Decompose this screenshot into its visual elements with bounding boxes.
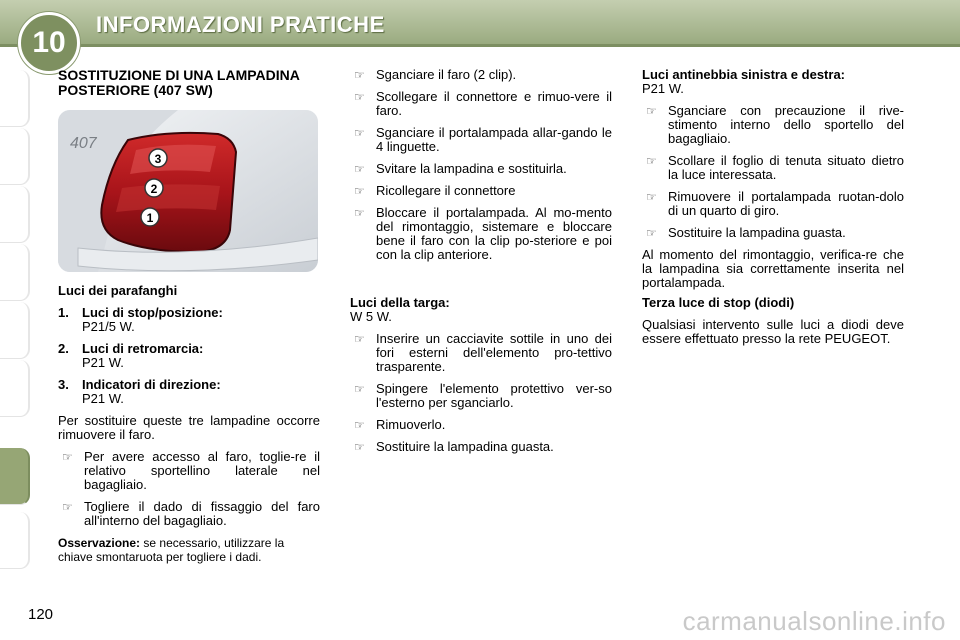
chapter-tab[interactable] (0, 128, 30, 185)
instruction-step (58, 500, 320, 528)
pointing-hand-icon: ☞ (354, 332, 365, 346)
plate-lights-heading: Luci della targa: (350, 295, 450, 310)
item-number: 2. (58, 341, 69, 356)
page-title: INFORMAZIONI PRATICHE (96, 12, 385, 37)
model-badge: 407 (70, 135, 97, 152)
pointing-hand-icon: ☞ (354, 418, 365, 432)
page-number: 120 (28, 606, 54, 623)
third-stop-heading: Terza luce di stop (diodi) (642, 295, 795, 310)
instruction-step (350, 440, 612, 454)
step-text: Scollare il foglio di tenuta situato dietro la luce interessata. (668, 153, 904, 182)
watermark: carmanualsonline.info (682, 606, 946, 636)
step-text: Sganciare con precauzione il rive-stimento interno dello sportello del bagagliaio. (668, 103, 904, 146)
pointing-hand-icon: ☞ (354, 184, 365, 198)
pointing-hand-icon: ☞ (354, 162, 365, 176)
pointing-hand-icon: ☞ (354, 126, 365, 140)
pointing-hand-icon: ☞ (62, 450, 73, 464)
chapter-tab-active[interactable] (0, 448, 30, 505)
item-value: P21 W. (82, 391, 124, 406)
section-heading: SOSTITUZIONE DI UNA LAMPADINA (58, 67, 300, 83)
bulb-list-item (58, 378, 320, 406)
chapter-tabs (0, 70, 30, 580)
bulb-list-item (58, 342, 320, 370)
item-number: 1. (58, 305, 69, 320)
note-text: se necessario, utilizzare la chiave smontaruota per togliere i dadi. (58, 536, 285, 564)
subsection-heading: Luci dei parafanghi (58, 283, 178, 298)
chapter-tab[interactable] (0, 244, 30, 301)
chapter-tab[interactable] (0, 360, 30, 417)
step-text: Rimuovere il portalampada ruotan-dolo di un quarto di giro. (668, 189, 904, 218)
step-text: Scollegare il connettore e rimuo-vere il faro. (376, 89, 612, 118)
step-text: Sganciare il faro (2 clip). (376, 67, 517, 82)
instruction-step (350, 162, 612, 176)
chapter-tab[interactable] (0, 186, 30, 243)
instruction-step (642, 104, 904, 146)
instruction-step (350, 68, 612, 82)
plate-bulb-type: W 5 W. (350, 309, 392, 324)
note-label: Osservazione: (58, 536, 141, 550)
step-text: Rimuoverlo. (376, 417, 446, 432)
pointing-hand-icon: ☞ (646, 226, 657, 240)
callout-1-label: 1 (146, 211, 154, 225)
item-value: P21 W. (82, 355, 124, 370)
step-text: Per avere accesso al faro, toglie-re il relativo sportellino laterale nel bagagliaio. (84, 449, 320, 492)
instruction-step (350, 418, 612, 432)
instruction-step (642, 190, 904, 218)
step-text: Ricollegare il connettore (376, 183, 516, 198)
chapter-number-badge: 10 (18, 12, 80, 74)
instruction-step (350, 206, 612, 262)
step-text: Togliere il dado di fissaggio del faro all'interno del bagagliaio. (84, 499, 320, 528)
pointing-hand-icon: ☞ (354, 440, 365, 454)
instruction-step (350, 382, 612, 410)
pointing-hand-icon: ☞ (646, 190, 657, 204)
bulb-list-item (58, 306, 320, 334)
header-divider (0, 44, 960, 47)
column-2 (350, 68, 612, 270)
chapter-tab[interactable] (0, 512, 30, 569)
instruction-step (350, 126, 612, 154)
callout-3-label: 3 (154, 152, 162, 166)
fog-note-paragraph: Al momento del rimontaggio, verifica-re che la lampadina sia correttamente inserita nel portalampada. (642, 247, 904, 290)
step-text: Sostituire la lampadina guasta. (668, 225, 846, 240)
column-3-third-stop (642, 296, 904, 354)
fog-bulb-type: P21 W. (642, 81, 684, 96)
item-number: 3. (58, 377, 69, 392)
step-text: Svitare la lampadina e sostituirla. (376, 161, 567, 176)
item-label: Luci di retromarcia: (82, 341, 204, 356)
intro-paragraph: Per sostituire queste tre lampadine occorre rimuovere il faro. (58, 413, 320, 442)
column-1 (58, 68, 320, 98)
rear-lamp-illustration (58, 110, 318, 272)
step-text: Bloccare il portalampada. Al mo-mento del rimontaggio, sistemare e bloccare bene il faro con la clip po-steriore e poi con la clip anteriore. (376, 205, 612, 262)
step-text: Spingere l'elemento protettivo ver-so l'esterno per sganciarlo. (376, 381, 612, 410)
instruction-step (642, 226, 904, 240)
fog-lights-heading: Luci antinebbia sinistra e destra: (642, 67, 845, 82)
pointing-hand-icon: ☞ (646, 104, 657, 118)
rear-lamp-photo (58, 110, 318, 272)
third-stop-text: Qualsiasi intervento sulle luci a diodi deve essere effettuato presso la rete PEUGEOT. (642, 317, 904, 346)
instruction-step (350, 184, 612, 198)
pointing-hand-icon: ☞ (354, 382, 365, 396)
instruction-step (642, 154, 904, 182)
chapter-tab[interactable] (0, 70, 30, 127)
step-text: Inserire un cacciavite sottile in uno dei fori esterni dell'elemento pro-tettivo trasparente. (376, 331, 612, 374)
step-text: Sganciare il portalampada allar-gando le 4 linguette. (376, 125, 612, 154)
column-1-body (58, 284, 320, 572)
instruction-step (58, 450, 320, 492)
pointing-hand-icon: ☞ (354, 206, 365, 220)
callout-2-label: 2 (150, 182, 158, 196)
item-label: Luci di stop/posizione: (82, 305, 223, 320)
section-heading-line2: POSTERIORE (407 SW) (58, 82, 213, 98)
item-value: P21/5 W. (82, 319, 135, 334)
pointing-hand-icon: ☞ (646, 154, 657, 168)
pointing-hand-icon: ☞ (354, 90, 365, 104)
chapter-tab[interactable] (0, 302, 30, 359)
pointing-hand-icon: ☞ (354, 68, 365, 82)
column-2-plate (350, 296, 612, 462)
step-text: Sostituire la lampadina guasta. (376, 439, 554, 454)
item-label: Indicatori di direzione: (82, 377, 221, 392)
pointing-hand-icon: ☞ (62, 500, 73, 514)
note-paragraph (58, 536, 320, 564)
instruction-step (350, 332, 612, 374)
column-3 (642, 68, 904, 298)
instruction-step (350, 90, 612, 118)
